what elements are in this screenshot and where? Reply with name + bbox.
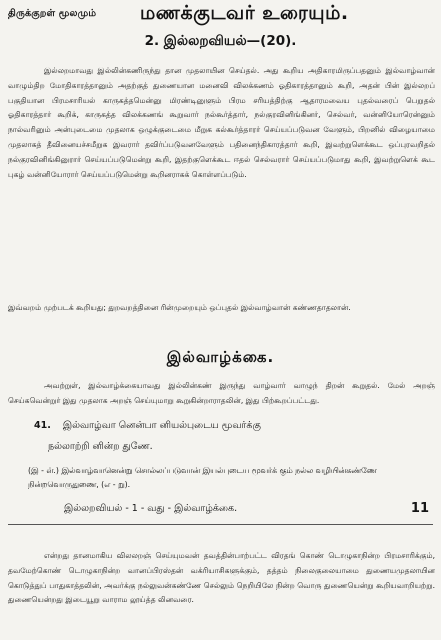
divider-rule <box>8 524 433 525</box>
verse-line-1 <box>34 420 261 432</box>
running-header <box>8 2 433 28</box>
closing-paragraph: என்றது தானமாகிய விலலறஞ் செய்யுமவன் தவத்தின்பாற்பட்ட விரதங் கொண் டொழுகாநின்ற பிரமசாரிக்கும், தவமேற்கொண் டொழுகாநின்ற வானப்பிரஸ்தன் வக்ரியாசிகளுக்கும், தத்தம் நிலைகுலையாமை துணையமுதலாயின கொடுத்துப் பாதுகாத்தலின், அவர்க்கு நல்லுவன்கண்ணே செல்லும் நெறியிலே நின்ற வொரு துணையென்று கூறியவாறியற்று. துணையென்றது இடையூறு வாராம லூய்த்த லினவரை. <box>8 551 435 605</box>
header-right-title: மணக்குடவர் உரையும். <box>140 2 349 24</box>
verse-number: 41. <box>34 420 51 431</box>
intro-paragraph: இல்லறமாவது இல்லின்கணிருந்து தான முதலாயின செய்தல். அது கூறிய அதிகாரமிருப்பதனும் இல்வாழ்வான் வாழும்திற மோதிகாரத்தானும் அதற்குத் துணையான மனைவி விலக்கணம் ஓதிகாரத்தானும் கூறி, அதன் பின் இல்லறப் பகுதியான பிரமசாரியல் காருகத்தமென்னு மிரண்டினுளும் பிரம சரியத்திற்கு ஆதாரமவைய புதல்வரைப் பெறுதல் ஓதிகாரத்தார் கூறிக், காருகத்த விலக்கணங் கூறுவார் நல்கூர்த்தார், நல்குரவினிங்கினர், செல்வர், வன்னியோரென்னும் நால்வரினும் அன்புடைமை முதலாக ஒழுக்குடைமை மீறுக கல்கூர்த்தாரர் செய்யப்படுவன வேளும், பிறனில் விழையாமை முதலாகத் தீவினையச்சமீறுக இவரார் தவிர்ப்படுவனவேளும் பதினைந்திகாரத்தார் கூறி, இவற்றுளெக்கூட ஒப்புரவறிதல் நல்குரவினிங்கினுரார் செய்யப்படுமென்று கூறி, இதற்குளெக்கூட ஈதல் செல்வரார் செய்யப்படுமாது கூறி, இவற்றுளெக் கூட புகழ் வன்னியோரார் செய்யப்படுமென்று கூறினராகக் கொள்ளப்படும். <box>8 66 435 179</box>
verse-line-1-text: இல்வாழ்வா னென்பா னியல்புடைய மூவர்க்கு <box>62 420 261 431</box>
section-title: 2. இல்லறவியல்—(20). <box>144 33 297 49</box>
page-number: 11 <box>410 501 429 516</box>
verse-line-2: நல்லாற்றி னின்ற துணே. <box>48 441 153 452</box>
footer-label: இல்லறவியல் - 1 - வது - இல்வாழ்க்கை. <box>64 503 238 514</box>
chapter-title: இல்வாழ்க்கை. <box>166 348 275 366</box>
header-left-title: திருக்குறள் மூலமும் <box>8 8 97 19</box>
intro-paragraph-tail: இவ்வறம் முற்படக் கூறியது; துறவறத்தினை ரின்முறையும் ஒப்புதல் இல்வாழ்வான் கண்ணதாதலான். <box>8 303 351 312</box>
chapter-intro-paragraph: அவற்றுள், இல்வாழ்க்கையாவது இல்லின்கண் இருந்து வாழ்வார் வாழுந் திறன் கூறுதல். மேல் அறஞ் செய்கவென்றுர் இது முதலாக அறஞ் செய்யுமாறு கூறுகின்றாராதலின், இது பிற்கூறப்பட்டது. <box>8 381 435 405</box>
verse-commentary: (இ - ள்.) இல்வாழ்வானென்று சொல்லப்படுவான் இயல்புடைய மூவர்க் கும் நல்ல வழியின்கண்ணே நின்றவொருதுணை, (எ - று). <box>28 466 377 489</box>
